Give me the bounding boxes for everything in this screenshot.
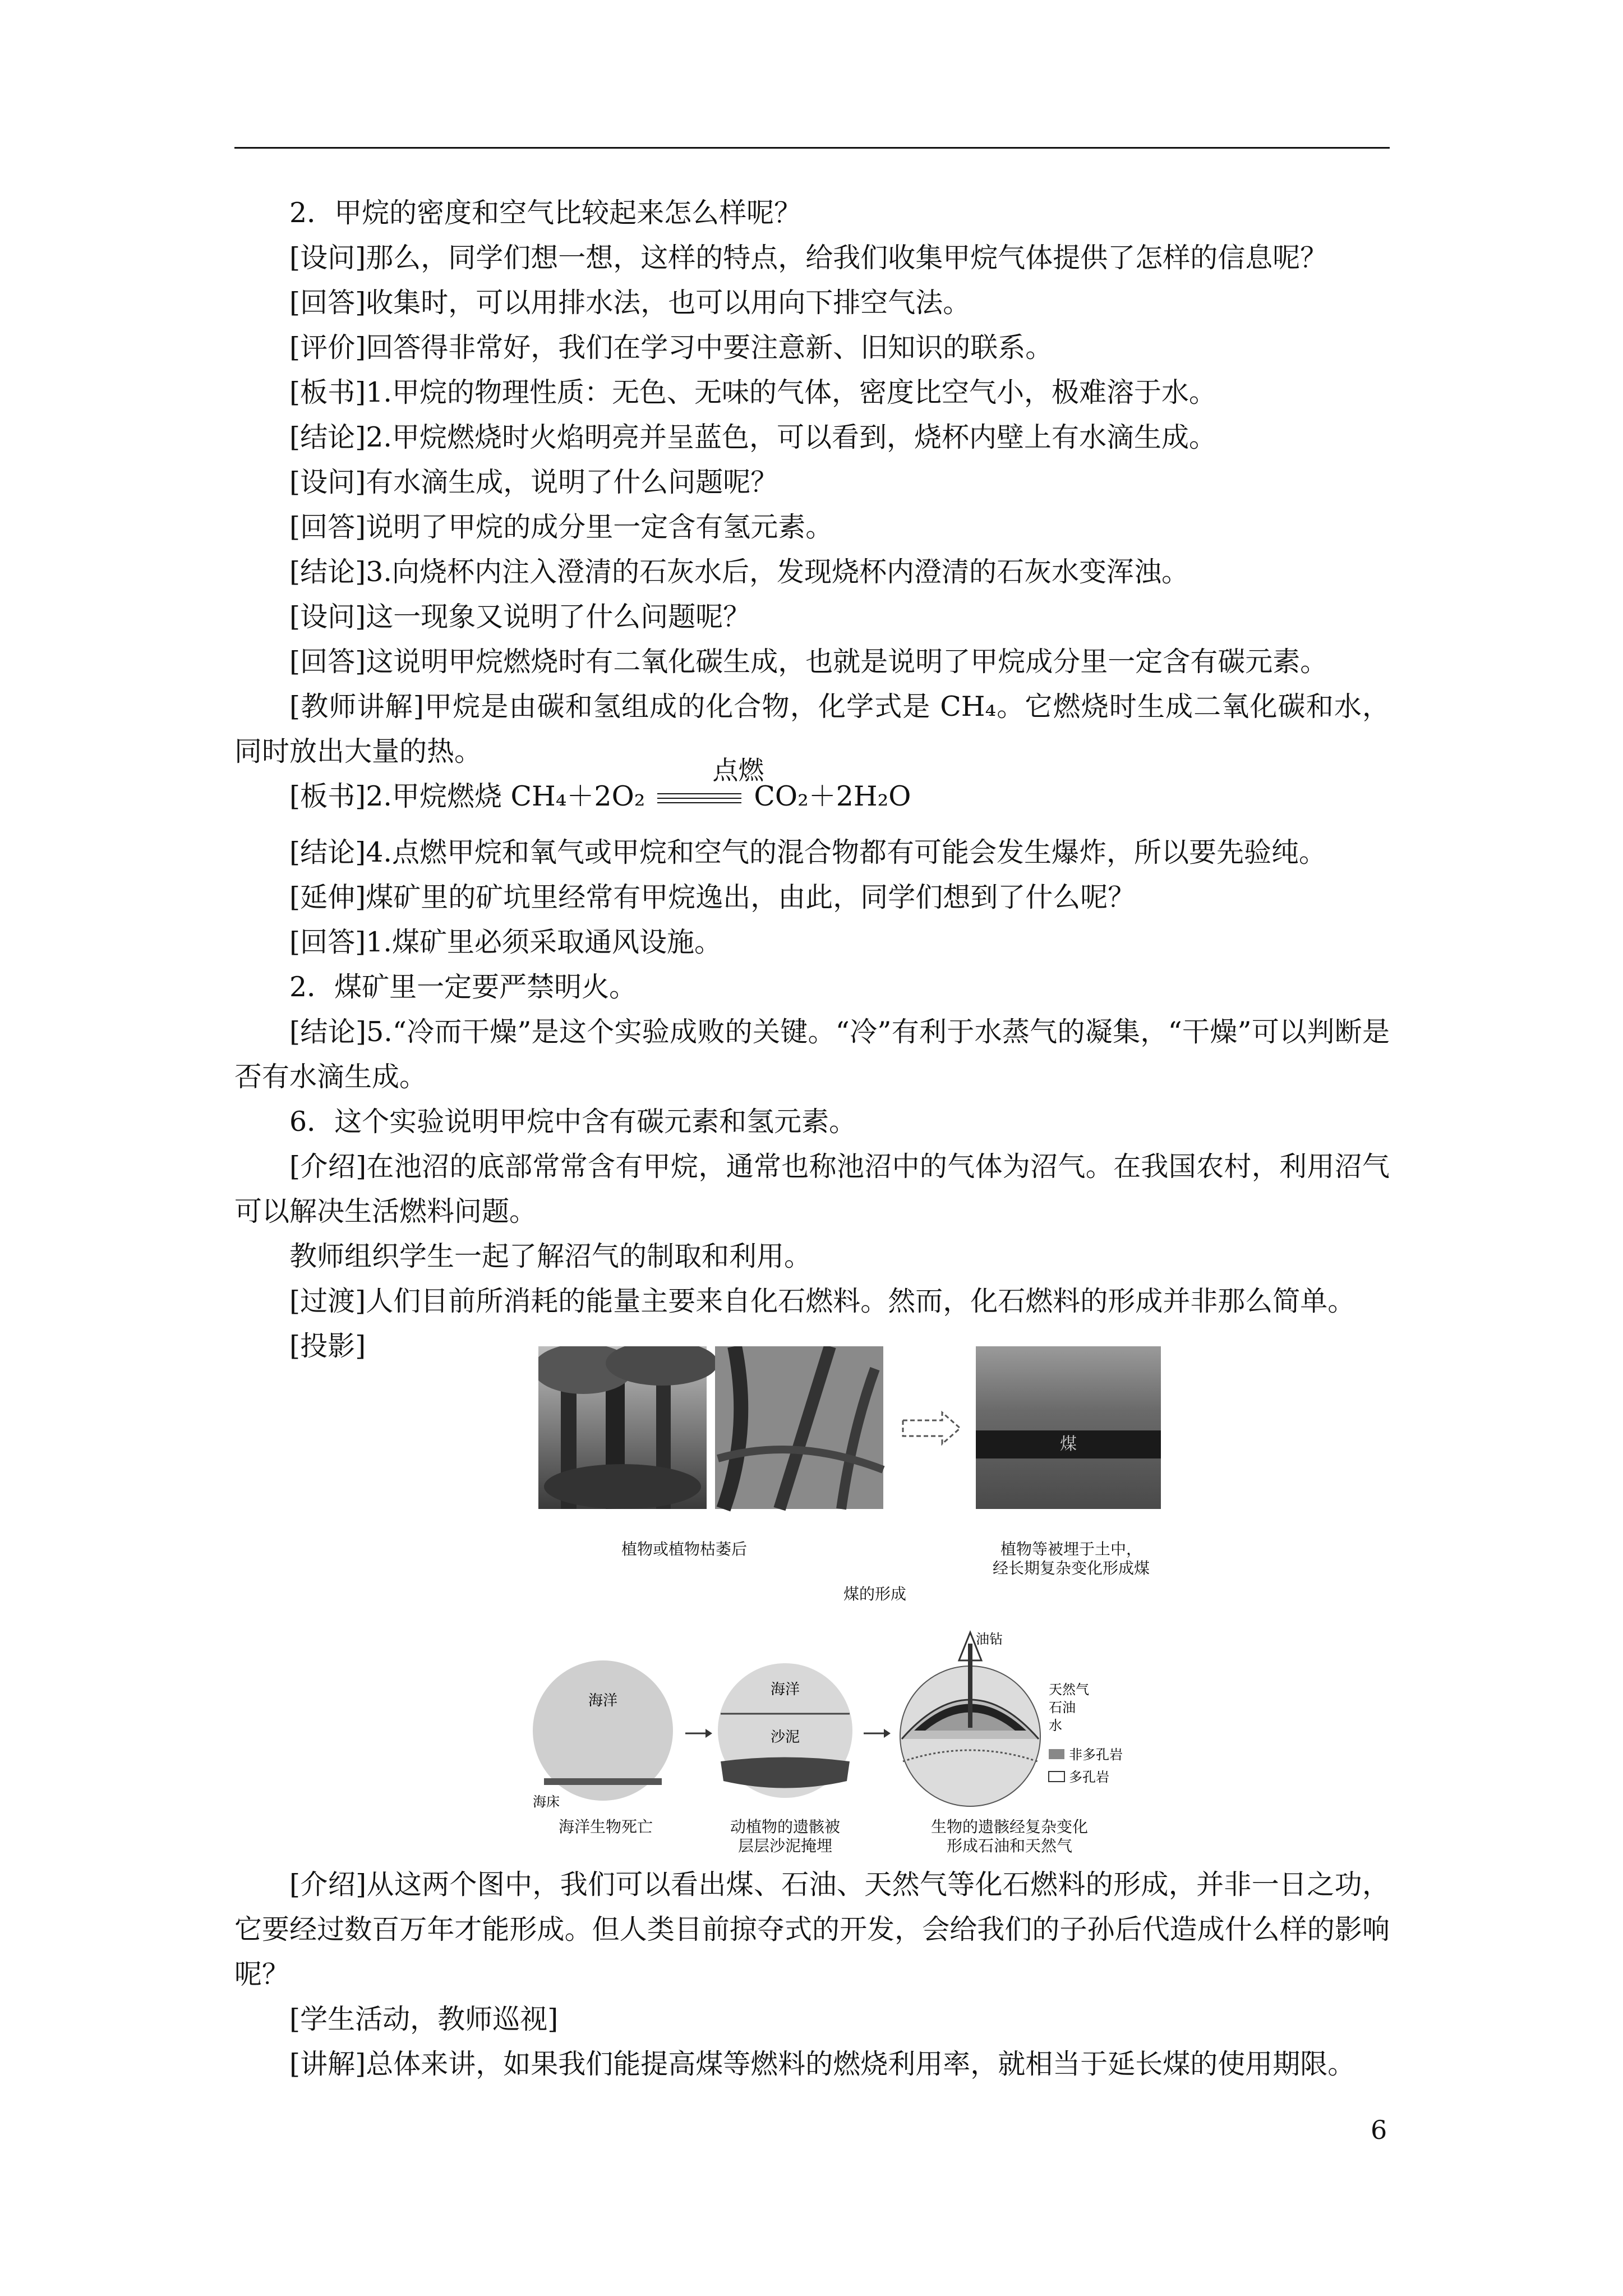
paragraph: 6．这个实验说明甲烷中含有碳元素和氢元素。: [289, 1106, 857, 1138]
water-label: 水: [1049, 1718, 1062, 1733]
paragraph: [投影]: [289, 1330, 366, 1362]
paragraph: [回答]说明了甲烷的成分里一定含有氢元素。: [289, 511, 833, 543]
caption-buried-line2: 经长期复杂变化形成煤: [992, 1559, 1150, 1577]
paragraph: [结论]5.“冷而干燥”是这个实验成败的关键。“冷”有利于水蒸气的凝集，“干燥”可以判断是否有水滴生成。: [234, 1016, 1390, 1093]
forest-photo-left: [538, 1346, 718, 1509]
paragraph: [设问]这一现象又说明了什么问题呢？: [289, 601, 751, 633]
paragraph: [学生活动，教师巡视]: [289, 2003, 559, 2035]
dashed-arrow-icon: [903, 1412, 960, 1444]
paragraph: [回答]1.煤矿里必须采取通风设施。: [289, 926, 722, 958]
caption-buried-line1: 动植物的遗骸被: [730, 1818, 840, 1836]
arrow-icon: [685, 1729, 712, 1738]
paragraph-teacher-explain: [教师讲解]甲烷是由碳和氢组成的化合物，化学式是 CH₄。它燃烧时生成二氧化碳和水，同时放出大量的热。: [234, 691, 1390, 767]
paragraph: [回答]这说明甲烷燃烧时有二氧化碳生成，也就是说明了甲烷成分里一定含有碳元素。: [289, 646, 1328, 678]
seabed-label: 海床: [533, 1794, 560, 1810]
equation-reactants: [板书]2.甲烷燃烧 CH₄＋2O₂: [289, 780, 645, 812]
ocean-circle: [533, 1660, 673, 1801]
caption-plants: 植物或植物枯萎后: [621, 1540, 747, 1558]
caption-buried-line1: 植物等被埋于土中，: [1000, 1540, 1142, 1558]
paragraph: [结论]3.向烧杯内注入澄清的石灰水后，发现烧杯内澄清的石灰水变浑浊。: [289, 556, 1189, 588]
rig-label: 油钻: [976, 1631, 1003, 1647]
text-block-middle: [234, 830, 1390, 1369]
gas-label: 天然气: [1049, 1682, 1089, 1697]
forest-photo-middle: [715, 1346, 883, 1509]
paragraph: [延伸]煤矿里的矿坑里经常有甲烷逸出，由此，同学们想到了什么呢？: [289, 881, 1136, 913]
oil-gas-formation-figure: [527, 1627, 1200, 1840]
ocean-label: 海洋: [588, 1692, 618, 1709]
mud-label: 沙泥: [770, 1729, 800, 1746]
mud-circle: [718, 1663, 852, 1798]
paragraph: [结论]2.甲烷燃烧时火焰明亮并呈蓝色，可以看到，烧杯内壁上有水滴生成。: [289, 421, 1216, 453]
caption-oil-line1: 生物的遗骸经复杂变化: [930, 1818, 1088, 1836]
ocean-label-2: 海洋: [770, 1681, 800, 1698]
paragraph: [回答]收集时，可以用排水法，也可以用向下排空气法。: [289, 287, 971, 319]
porous-swatch: [1049, 1772, 1064, 1782]
combustion-equation: [234, 754, 911, 819]
oil-deposit-circle: [900, 1632, 1040, 1806]
figure1-title: 煤的形成: [843, 1585, 906, 1603]
nonporous-legend: 非多孔岩: [1069, 1747, 1123, 1763]
equation-products: CO₂＋2H₂O: [754, 780, 911, 812]
coal-label: 煤: [1060, 1434, 1077, 1454]
paragraph: [介绍]从这两个图中，我们可以看出煤、石油、天然气等化石燃料的形成，并非一日之功，它要经过数百万年才能形成。但人类目前掠夺式的开发，会给我们的子孙后代造成什么样的影响呢？: [234, 1869, 1390, 1990]
paragraph: 2．煤矿里一定要严禁明火。: [289, 971, 637, 1003]
reaction-condition: 点燃: [712, 754, 764, 785]
caption-buried-line2: 层层沙泥掩埋: [737, 1837, 832, 1855]
paragraph: [结论]4.点燃甲烷和氧气或甲烷和空气的混合物都有可能会发生爆炸，所以要先验纯。: [289, 836, 1326, 868]
paragraph: [设问]有水滴生成，说明了什么问题呢？: [289, 466, 778, 498]
caption-oil-line2: 形成石油和天然气: [946, 1837, 1072, 1855]
paragraph: 教师组织学生一起了解沼气的制取和利用。: [289, 1240, 812, 1272]
paragraph: [过渡]人们目前所消耗的能量主要来自化石燃料。然而，化石燃料的形成并非那么简单。: [289, 1285, 1355, 1317]
coal-formation-figure: [538, 1346, 1166, 1537]
paragraph: 2．甲烷的密度和空气比较起来怎么样呢？: [289, 197, 802, 229]
paragraph: [设问]那么，同学们想一想，这样的特点，给我们收集甲烷气体提供了怎样的信息呢？: [289, 242, 1328, 274]
nonporous-swatch: [1049, 1749, 1064, 1759]
paragraph: [讲解]总体来讲，如果我们能提高煤等燃料的燃烧利用率，就相当于延长煤的使用期限。: [289, 2048, 1355, 2080]
porous-legend: 多孔岩: [1069, 1769, 1109, 1785]
oil-label: 石油: [1049, 1700, 1076, 1715]
reaction-arrow: [657, 754, 764, 810]
text-block-top: [234, 191, 1390, 774]
arrow-icon: [864, 1729, 891, 1738]
caption-marine-death: 海洋生物死亡: [558, 1818, 653, 1836]
paragraph: [板书]1.甲烷的物理性质：无色、无味的气体，密度比空气小，极难溶于水。: [289, 376, 1216, 408]
page-number: 6: [1371, 2115, 1387, 2145]
paragraph: [评价]回答得非常好，我们在学习中要注意新、旧知识的联系。: [289, 332, 1053, 364]
coal-seam-photo: [976, 1346, 1161, 1509]
paragraph: [介绍]在池沼的底部常常含有甲烷，通常也称池沼中的气体为沼气。在我国农村，利用沼气可以解决生活燃料问题。: [234, 1151, 1390, 1227]
header-rule: [234, 147, 1390, 149]
text-block-bottom: [234, 1862, 1390, 2087]
